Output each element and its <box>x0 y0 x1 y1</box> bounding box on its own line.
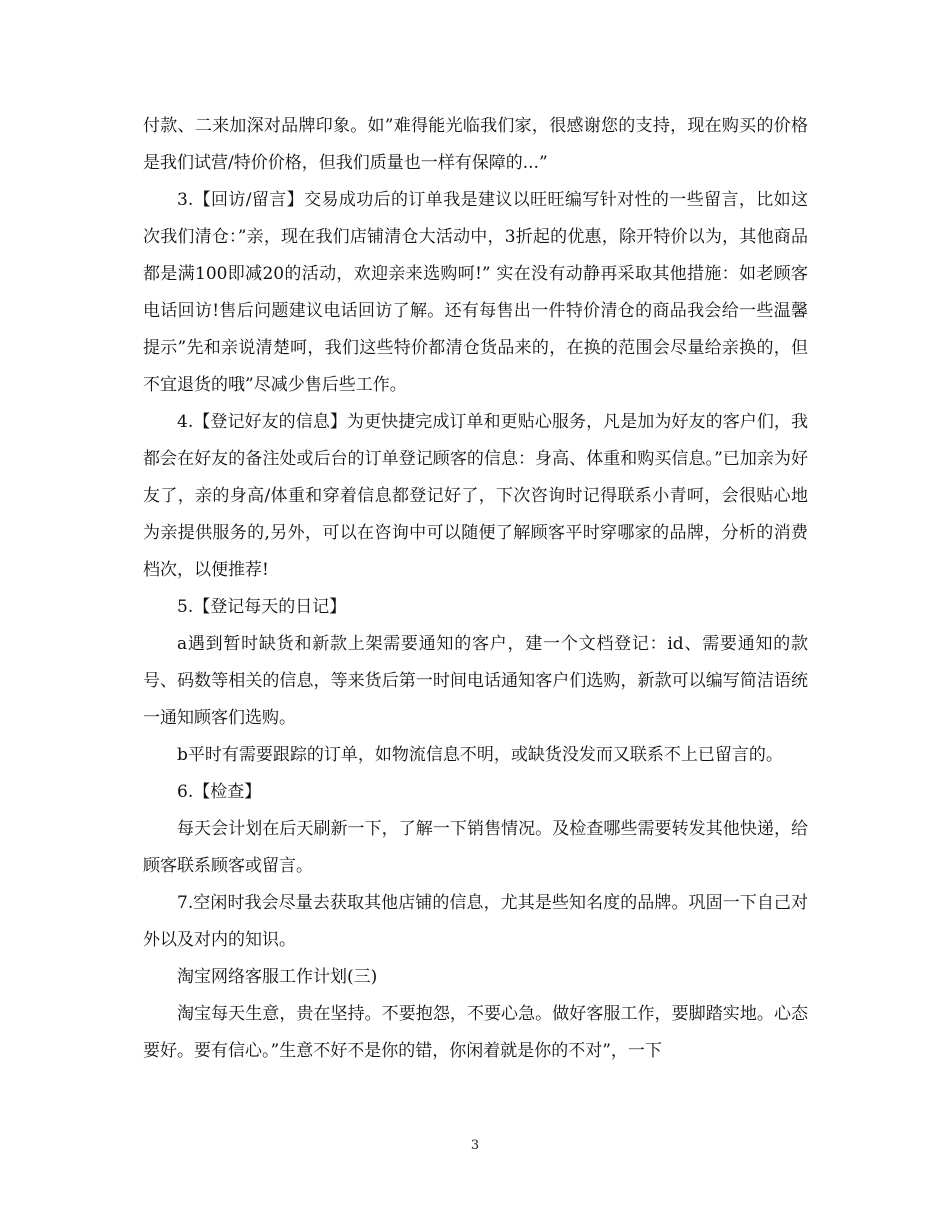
paragraph-revisit-message: 3.【回访/留言】交易成功后的订单我是建议以旺旺编写针对性的一些留言，比如这次我们清仓：”亲，现在我们店铺清仓大活动中，3折起的优惠，除开特价以为，其他商品都是满100即减20的活动，欢迎亲来选购呵!” 实在没有动静再采取其他措施：如老顾客电话回访!售后问题建议电话回访了解。还有每售出一件特价清仓的商品我会给一些温馨提示”先和亲说清楚呵，我们这些特价都清仓货品来的，在换的范围会尽量给亲换的，但不宜退货的哦”尽减少售后些工作。 <box>143 190 808 395</box>
paragraph-check-body: 每天会计划在后天刷新一下，了解一下销售情况。及检查哪些需要转发其他快递，给顾客联系顾客或留言。 <box>143 819 808 876</box>
paragraph-check-heading: 6.【检查】 <box>177 782 262 802</box>
paragraph-daily-log-a: a遇到暂时缺货和新款上架需要通知的客户，建一个文档登记：id、需要通知的款号、码数等相关的信息，等来货后第一时间电话通知客户们选购，新款可以编写简洁语统一通知顾客们选购。 <box>143 634 808 728</box>
page-number: 3 <box>470 1138 480 1153</box>
paragraph-register-friend-info: 4.【登记好友的信息】为更快捷完成订单和更贴心服务，凡是加为好友的客户们，我都会在好友的备注处或后台的订单登记顾客的信息：身高、体重和购买信息。”已加亲为好友了，亲的身高/体重和穿着信息都登记好了，下次咨询时记得联系小青呵，会很贴心地为亲提供服务的,另外，可以在咨询中可以随便了解顾客平时穿哪家的品牌，分析的消费档次，以便推荐! <box>143 412 808 580</box>
document-body <box>143 108 808 1070</box>
section-title-plan-three: 淘宝网络客服工作计划(三) <box>177 967 378 987</box>
paragraph-free-time: 7.空闲时我会尽量去获取其他店铺的信息，尤其是些知名度的品牌。巩固一下自己对外以及对内的知识。 <box>143 893 808 950</box>
paragraph-daily-log-heading: 5.【登记每天的日记】 <box>177 597 347 617</box>
paragraph-plan-three-intro: 淘宝每天生意，贵在坚持。不要抱怨，不要心急。做好客服工作，要脚踏实地。心态要好。要有信心。”生意不好不是你的错，你闲着就是你的不对”，一下 <box>143 1004 808 1061</box>
paragraph-daily-log-b: b平时有需要跟踪的订单，如物流信息不明，或缺货没发而又联系不上已留言的。 <box>177 745 783 765</box>
paragraph-continuation: 付款、二来加深对品牌印象。如”难得能光临我们家，很感谢您的支持，现在购买的价格是我们试营/特价价格，但我们质量也一样有保障的...” <box>143 116 808 173</box>
